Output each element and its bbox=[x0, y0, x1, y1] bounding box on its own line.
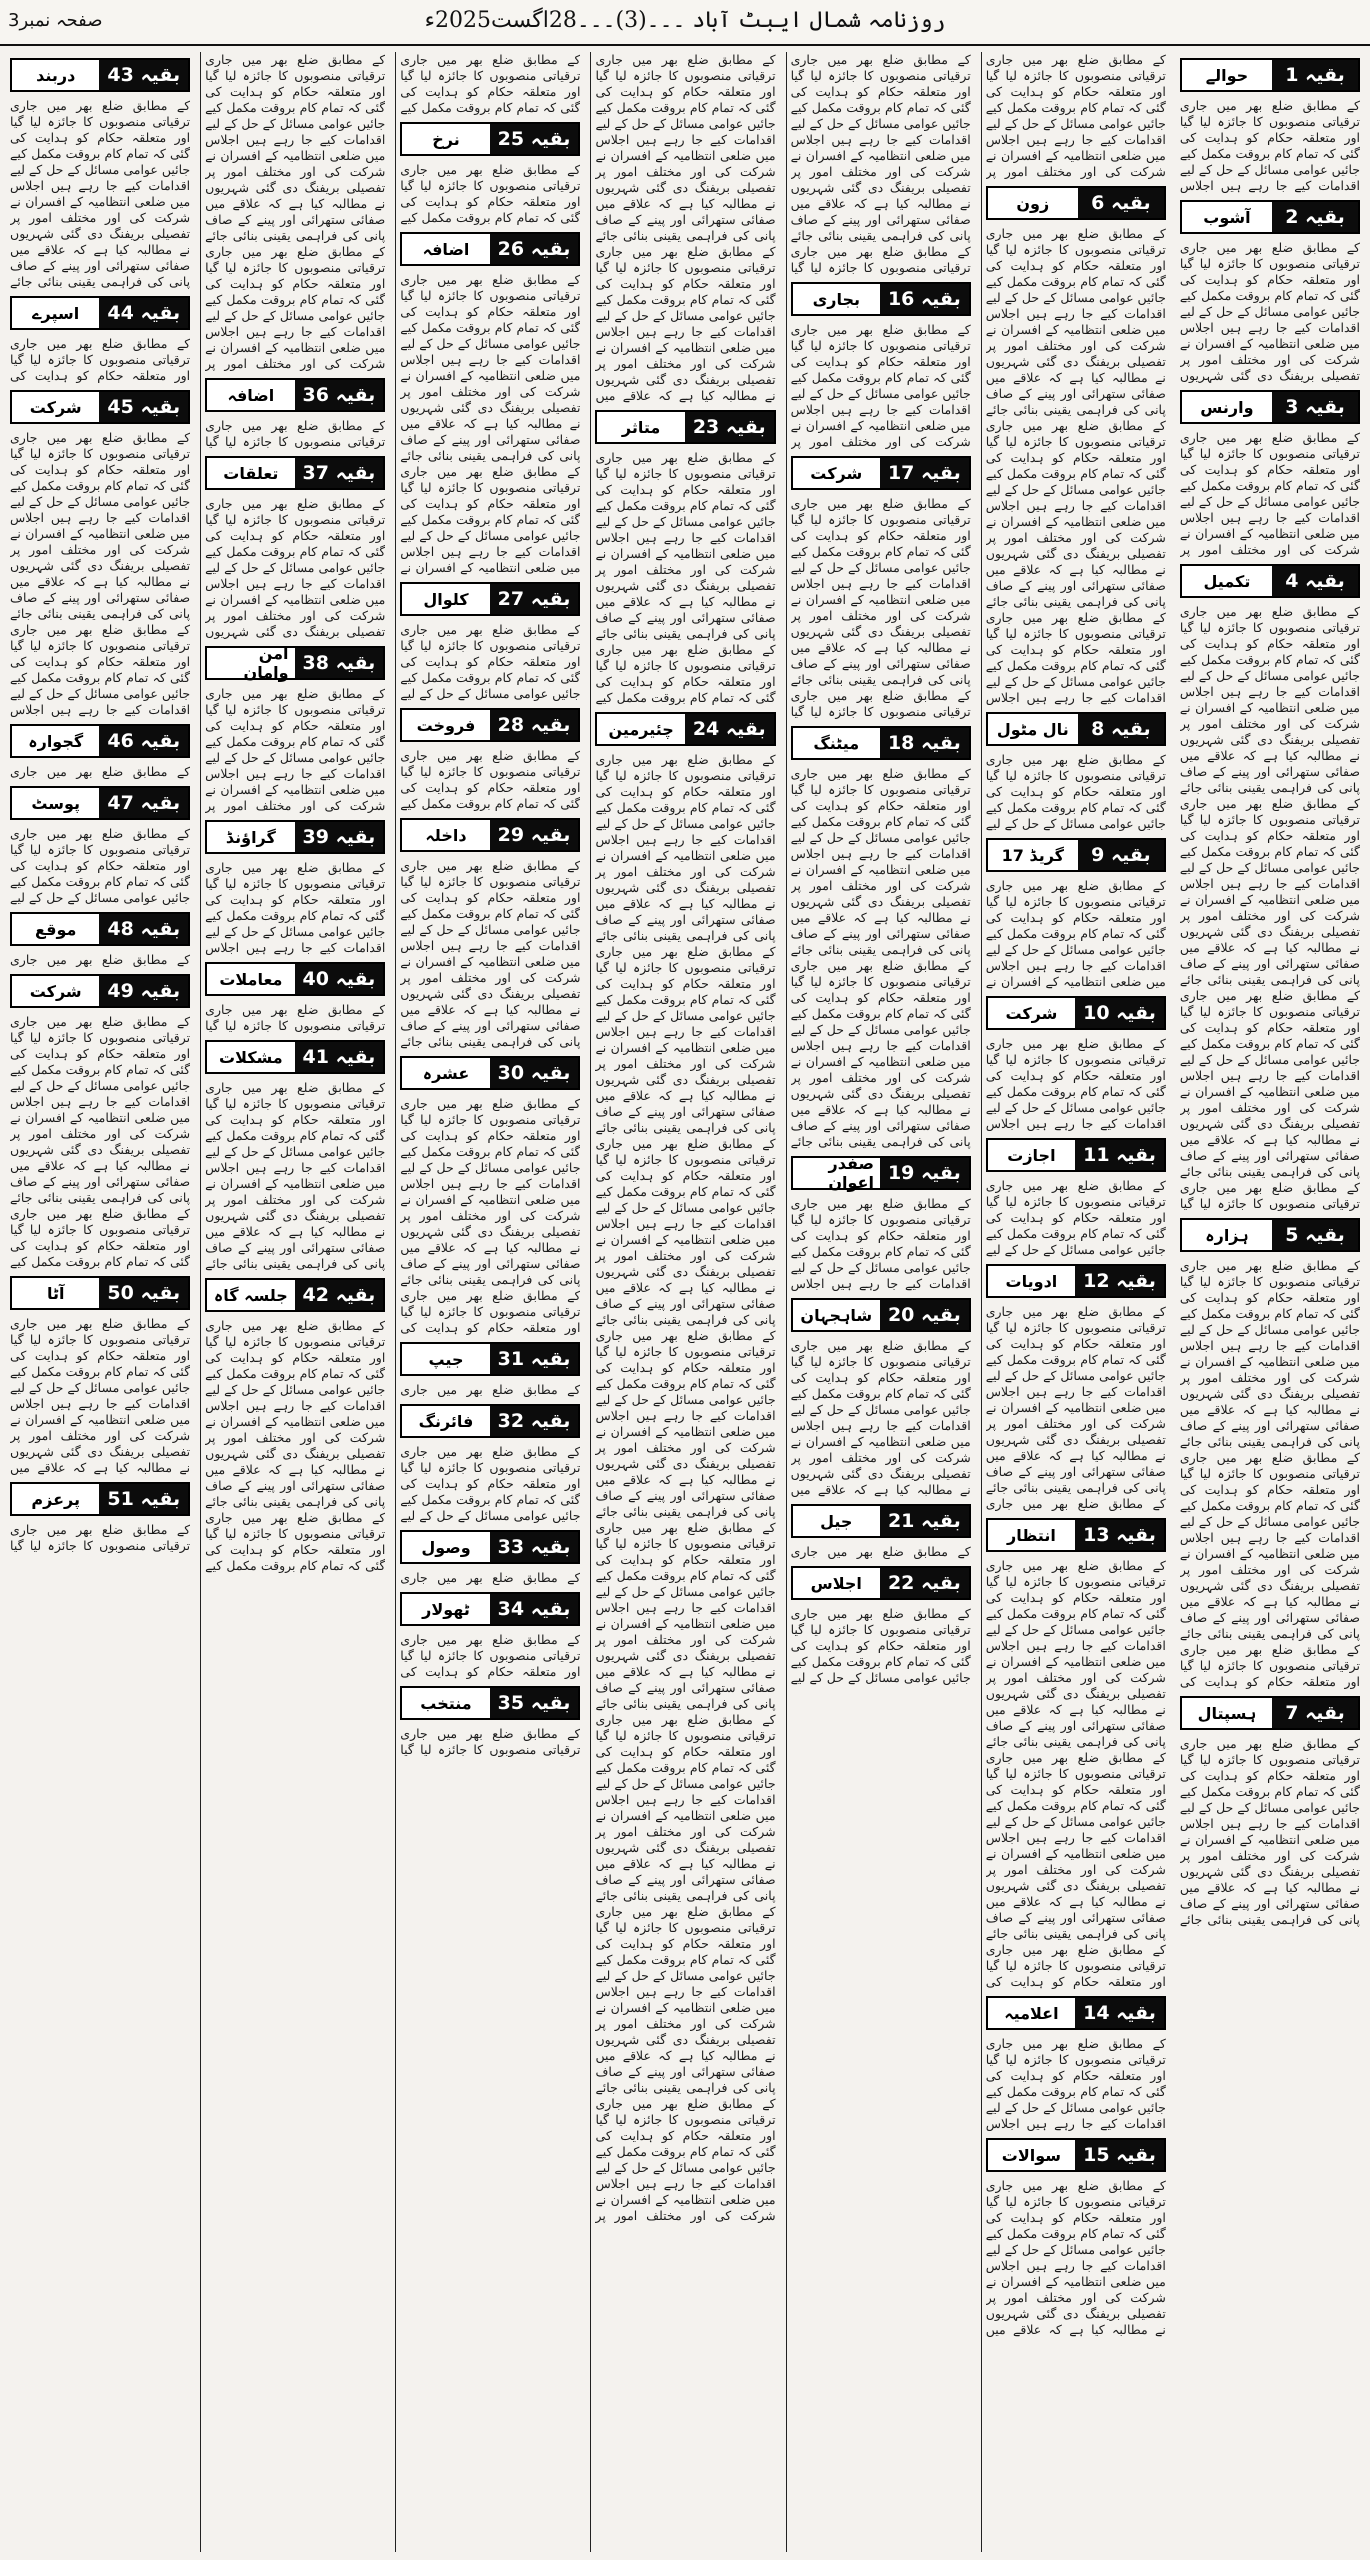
continuation-box bbox=[1180, 1696, 1360, 1730]
continuation-box bbox=[595, 712, 775, 746]
continuation-number: بقیہ 33 bbox=[490, 1532, 579, 1562]
article-text: کے مطابق ضلع بھر میں جاری ترقیاتی منصوبوں کا جائزہ لیا گیا اور متعلقہ حکام کو ہدایت کی گئی کہ تمام کام بروقت مکمل کیے جائیں عوامی مسائل کے حل کے لیے اقدامات کیے جا رہے ہیں اجلاس میں ضلعی انتظامیہ کے افسران نے شرکت کی اور مختلف امور پر تفصیلی بریفنگ دی گئی شہریوں نے مطالبہ کیا ہے کہ علاقے میں صفائی ستھرائی اور پینے کے صاف پانی کی فراہمی یقینی بنائی جائے کے مطابق ضلع بھر میں جاری ترقیاتی منصوبوں کا جائزہ لیا گیا اور متعلقہ حکام کو ہدایت کی bbox=[400, 1096, 581, 1335]
continuation-box bbox=[205, 378, 385, 412]
continuation-title: شرکت bbox=[12, 976, 99, 1006]
continuation-title: جیل bbox=[793, 1506, 880, 1536]
continuation-box bbox=[205, 1278, 385, 1312]
continuation-title: وارنس bbox=[1182, 392, 1272, 422]
continuation-number: بقیہ 26 bbox=[490, 234, 579, 264]
continuation-number: بقیہ 46 bbox=[99, 726, 188, 756]
continuation-title: نرخ bbox=[402, 124, 489, 154]
continuation-number: بقیہ 7 bbox=[1272, 1698, 1358, 1728]
article-text: کے مطابق ضلع بھر میں جاری ترقیاتی منصوبوں کا جائزہ لیا گیا اور متعلقہ حکام کو ہدایت کی گئی کہ تمام کام بروقت مکمل کیے جائیں عوامی مسائل کے حل کے لیے اقدامات کیے جا رہے ہیں اجلاس میں ضلعی انتظامیہ کے افسران نے شرکت کی اور مختلف امور پر تفصیلی بریفنگ دی گئی شہریوں نے مطالبہ کیا ہے کہ علاقے میں صفائی ستھرائی اور پینے کے صاف پانی کی فراہمی یقینی بنائی جائے bbox=[1179, 1736, 1360, 1927]
news-column bbox=[981, 52, 1170, 2552]
continuation-number: بقیہ 24 bbox=[685, 714, 774, 744]
continuation-number: بقیہ 8 bbox=[1078, 714, 1164, 744]
newspaper-columns bbox=[6, 52, 1364, 2552]
continuation-box bbox=[10, 1276, 190, 1310]
continuation-title: فروخت bbox=[402, 710, 489, 740]
continuation-title: مشکلات bbox=[207, 1042, 294, 1072]
article-text: کے مطابق ضلع بھر میں جاری ترقیاتی منصوبوں کا جائزہ لیا گیا اور متعلقہ حکام کو ہدایت کی گئی کہ تمام کام بروقت مکمل کیے جائیں عوامی مسائل کے حل کے لیے اقدامات کیے جا رہے ہیں اجلاس میں ضلعی انتظامیہ کے افسران نے شرکت کی اور مختلف امور پر تفصیلی بریفنگ دی گئی شہریوں نے مطالبہ کیا ہے کہ علاقے میں صفائی ستھرائی اور پینے کے صاف پانی کی فراہمی یقینی بنائی جائے bbox=[205, 1080, 386, 1271]
continuation-title: اسپرے bbox=[12, 298, 99, 328]
continuation-box bbox=[1180, 564, 1360, 598]
article-text: کے مطابق ضلع بھر میں جاری bbox=[400, 1570, 581, 1585]
continuation-number: بقیہ 21 bbox=[880, 1506, 969, 1536]
article-text: کے مطابق ضلع بھر میں جاری ترقیاتی منصوبوں کا جائزہ لیا گیا اور متعلقہ حکام کو ہدایت کی گئی کہ تمام کام بروقت مکمل کیے جائیں عوامی مسائل کے حل کے لیے اقدامات کیے جا رہے ہیں اجلاس bbox=[790, 1196, 971, 1291]
continuation-title: اضافہ bbox=[207, 380, 294, 410]
continuation-title: شرکت bbox=[793, 458, 880, 488]
continuation-number: بقیہ 14 bbox=[1075, 1998, 1164, 2028]
continuation-box bbox=[986, 1518, 1166, 1552]
page-number: صفحہ نمبر3 bbox=[8, 10, 103, 31]
continuation-number: بقیہ 31 bbox=[490, 1344, 579, 1374]
article-text: کے مطابق ضلع بھر میں جاری ترقیاتی منصوبوں کا جائزہ لیا گیا اور متعلقہ حکام کو ہدایت کی گئی کہ تمام کام بروقت مکمل کیے جائیں عوامی مسائل کے حل کے لیے اقدامات کیے جا رہے ہیں اجلاس میں ضلعی انتظامیہ کے افسران نے شرکت کی اور مختلف امور پر تفصیلی بریفنگ دی گئی شہریوں نے مطالبہ کیا ہے کہ علاقے میں صفائی ستھرائی اور پینے کے صاف پانی کی فراہمی یقینی بنائی جائے کے مطابق ضلع بھر میں جاری ترقیاتی منصوبوں کا جائزہ لیا گیا اور متعلقہ حکام کو ہدایت کی گئی کہ تمام کام بروقت مکمل کیے bbox=[205, 1318, 386, 1573]
article-text: کے مطابق ضلع بھر میں جاری ترقیاتی منصوبوں کا جائزہ لیا گیا اور متعلقہ حکام کو ہدایت کی گئی کہ تمام کام بروقت مکمل کیے جائیں عوامی مسائل کے حل کے لیے اقدامات کیے جا رہے ہیں اجلاس bbox=[985, 2036, 1166, 2131]
continuation-title: تکمیل bbox=[1182, 566, 1272, 596]
continuation-title: اضافہ bbox=[402, 234, 489, 264]
continuation-title: میٹنگ bbox=[793, 728, 880, 758]
continuation-title: ہزارہ bbox=[1182, 1220, 1272, 1250]
article-text: کے مطابق ضلع بھر میں جاری ترقیاتی منصوبوں کا جائزہ لیا گیا اور متعلقہ حکام کو ہدایت کی گئی کہ تمام کام بروقت مکمل کیے جائیں عوامی مسائل کے حل کے لیے اقدامات کیے جا رہے ہیں اجلاس میں ضلعی انتظامیہ کے افسران نے شرکت کی اور مختلف امور پر تفصیلی بریفنگ دی گئی شہریوں نے مطالبہ کیا ہے کہ علاقے میں صفائی ستھرائی اور پینے کے صاف پانی کی فراہمی یقینی بنائی جائے کے مطابق ضلع بھر میں جاری ترقیاتی منصوبوں کا جائزہ لیا گیا اور متعلقہ حکام کو ہدایت کی گئی کہ تمام کام بروقت مکمل کیے جائیں عوامی مسائل کے حل کے لیے اقدامات کیے جا رہے ہیں اجلاس میں ضلعی انتظامیہ کے افسران نے شرکت کی اور مختلف امور پر تفصیلی بریفنگ دی گئی شہریوں نے مطالبہ کیا ہے کہ علاقے میں صفائی ستھرائی اور پینے کے صاف پانی کی فراہمی یقینی بنائی جائے کے مطابق ضلع بھر میں جاری ترقیاتی منصوبوں کا جائزہ لیا گیا اور متعلقہ حکام کو ہدایت کی گئی کہ تمام کام بروقت مکمل کیے جائیں عوامی مسائل کے حل کے لیے اقدامات کیے جا رہے ہیں اجلاس میں ضلعی انتظامیہ کے افسران نے شرکت کی اور مختلف امور پر تفصیلی بریفنگ دی گئی شہریوں نے مطالبہ کیا ہے کہ علاقے میں صفائی ستھرائی اور پینے کے صاف پانی کی فراہمی یقینی بنائی جائے کے مطابق ضلع بھر میں جاری ترقیاتی منصوبوں کا جائزہ لیا گیا اور متعلقہ حکام کو ہدایت کی گئی کہ تمام کام بروقت مکمل کیے جائیں عوامی مسائل کے حل کے لیے اقدامات کیے جا رہے ہیں اجلاس میں ضلعی انتظامیہ کے افسران نے شرکت کی اور مختلف امور پر تفصیلی بریفنگ دی گئی شہریوں نے مطالبہ کیا ہے کہ علاقے میں صفائی ستھرائی اور پینے کے صاف پانی کی فراہمی یقینی بنائی جائے کے مطابق ضلع بھر میں جاری ترقیاتی منصوبوں کا جائزہ لیا گیا اور متعلقہ حکام کو ہدایت کی گئی کہ تمام کام بروقت مکمل کیے جائیں عوامی مسائل کے حل کے لیے اقدامات کیے جا رہے ہیں اجلاس میں ضلعی انتظامیہ کے افسران نے شرکت کی اور مختلف امور پر تفصیلی بریفنگ دی گئی شہریوں نے مطالبہ کیا ہے کہ علاقے میں صفائی ستھرائی اور پینے کے صاف پانی کی فراہمی یقینی بنائی جائے کے مطابق ضلع بھر میں جاری ترقیاتی منصوبوں کا جائزہ لیا گیا اور متعلقہ حکام کو ہدایت کی گئی کہ تمام کام بروقت مکمل کیے جائیں عوامی مسائل کے حل کے لیے اقدامات کیے جا رہے ہیں اجلاس میں ضلعی انتظامیہ کے افسران نے شرکت کی اور مختلف امور پر تفصیلی بریفنگ دی گئی شہریوں نے مطالبہ کیا ہے کہ علاقے میں صفائی ستھرائی اور پینے کے صاف پانی کی فراہمی یقینی بنائی جائے کے مطابق ضلع بھر میں جاری ترقیاتی منصوبوں کا جائزہ لیا گیا اور متعلقہ حکام کو ہدایت کی گئی کہ تمام کام بروقت مکمل کیے جائیں عوامی مسائل کے حل کے لیے اقدامات کیے جا رہے ہیں اجلاس میں ضلعی انتظامیہ کے افسران نے شرکت کی اور مختلف امور پر تفصیلی بریفنگ دی گئی شہریوں نے مطالبہ کیا ہے کہ علاقے میں صفائی ستھرائی اور پینے کے صاف پانی کی فراہمی یقینی بنائی جائے کے مطابق ضلع بھر میں جاری ترقیاتی منصوبوں کا جائزہ لیا گیا اور متعلقہ حکام کو ہدایت کی گئی کہ تمام کام بروقت مکمل کیے جائیں عوامی مسائل کے حل کے لیے اقدامات کیے جا رہے ہیں اجلاس میں ضلعی انتظامیہ کے افسران نے شرکت کی اور مختلف امور پر bbox=[595, 752, 776, 2223]
continuation-number: بقیہ 20 bbox=[880, 1300, 969, 1330]
continuation-box bbox=[986, 1138, 1166, 1172]
continuation-title: متاثر bbox=[597, 412, 684, 442]
news-column bbox=[6, 52, 194, 2552]
continuation-box bbox=[400, 1342, 580, 1376]
article-text: کے مطابق ضلع بھر میں جاری ترقیاتی منصوبوں کا جائزہ لیا گیا اور متعلقہ حکام کو ہدایت کی گئی کہ تمام کام بروقت مکمل کیے جائیں عوامی مسائل کے حل کے لیے اقدامات کیے جا رہے ہیں اجلاس میں ضلعی انتظامیہ کے افسران نے شرکت کی اور مختلف امور پر تفصیلی بریفنگ دی گئی شہریوں نے مطالبہ کیا ہے کہ علاقے میں صفائی ستھرائی اور پینے کے صاف پانی کی فراہمی یقینی بنائی جائے bbox=[400, 858, 581, 1049]
continuation-title: صفدر اعوان bbox=[793, 1158, 880, 1188]
continuation-number: بقیہ 22 bbox=[880, 1568, 969, 1598]
continuation-title: حوالے bbox=[1182, 60, 1272, 90]
continuation-number: بقیہ 44 bbox=[99, 298, 188, 328]
article-text: کے مطابق ضلع بھر میں جاری ترقیاتی منصوبوں کا جائزہ لیا گیا اور متعلقہ حکام کو ہدایت کی گئی کہ تمام کام بروقت مکمل کیے جائیں عوامی مسائل کے حل کے لیے bbox=[985, 1178, 1166, 1257]
continuation-box bbox=[791, 726, 971, 760]
continuation-title: جیپ bbox=[402, 1344, 489, 1374]
continuation-title: گریڈ 17 bbox=[988, 840, 1078, 870]
continuation-number: بقیہ 29 bbox=[490, 820, 579, 850]
continuation-number: بقیہ 3 bbox=[1272, 392, 1358, 422]
article-text: کے مطابق ضلع بھر میں جاری ترقیاتی منصوبوں کا جائزہ لیا گیا اور متعلقہ حکام کو ہدایت کی گئی کہ تمام کام بروقت مکمل کیے جائیں عوامی مسائل کے حل کے لیے bbox=[985, 752, 1166, 831]
continuation-title: گراؤنڈ bbox=[207, 822, 294, 852]
continuation-title: شاہجہان bbox=[793, 1300, 880, 1330]
article-text: کے مطابق ضلع بھر میں جاری ترقیاتی منصوبوں کا جائزہ لیا گیا اور متعلقہ حکام کو ہدایت کی گئی کہ تمام کام بروقت مکمل کیے جائیں عوامی مسائل کے حل کے لیے اقدامات کیے جا رہے ہیں اجلاس میں ضلعی انتظامیہ کے افسران نے شرکت کی اور مختلف امور پر تفصیلی بریفنگ دی گئی شہریوں نے مطالبہ کیا ہے کہ علاقے میں صفائی ستھرائی اور پینے کے صاف پانی کی فراہمی یقینی بنائی جائے کے مطابق ضلع بھر میں جاری ترقیاتی منصوبوں کا جائزہ لیا گیا اور متعلقہ حکام کو ہدایت کی گئی کہ تمام کام بروقت مکمل کیے جائیں عوامی مسائل کے حل کے لیے اقدامات کیے جا رہے ہیں اجلاس میں ضلعی انتظامیہ کے افسران نے شرکت کی اور مختلف امور پر bbox=[205, 52, 386, 371]
continuation-number: بقیہ 16 bbox=[880, 284, 969, 314]
continuation-box bbox=[205, 1040, 385, 1074]
article-text: کے مطابق ضلع بھر میں جاری ترقیاتی منصوبوں کا جائزہ لیا گیا اور متعلقہ حکام کو ہدایت کی گئی کہ تمام کام بروقت مکمل کیے جائیں عوامی مسائل کے حل کے لیے اقدامات کیے جا رہے ہیں اجلاس میں ضلعی انتظامیہ کے افسران نے شرکت کی اور مختلف امور پر bbox=[790, 322, 971, 449]
continuation-title: گجوارہ bbox=[12, 726, 99, 756]
continuation-box bbox=[205, 962, 385, 996]
continuation-box bbox=[791, 282, 971, 316]
continuation-title: نال مٹول bbox=[988, 714, 1078, 744]
article-text: کے مطابق ضلع بھر میں جاری ترقیاتی منصوبوں کا جائزہ لیا گیا اور متعلقہ حکام کو ہدایت کی گئی کہ تمام کام بروقت مکمل کیے جائیں عوامی مسائل کے حل کے لیے اقدامات کیے جا رہے ہیں اجلاس میں ضلعی انتظامیہ کے افسران نے شرکت کی اور مختلف امور پر bbox=[1179, 430, 1360, 557]
article-text: کے مطابق ضلع بھر میں جاری ترقیاتی منصوبوں کا جائزہ لیا گیا اور متعلقہ حکام کو ہدایت کی گئی کہ تمام کام بروقت مکمل کیے bbox=[400, 162, 581, 225]
continuation-title: امن وامان bbox=[207, 648, 294, 678]
continuation-number: بقیہ 37 bbox=[295, 458, 384, 488]
article-text: کے مطابق ضلع بھر میں جاری bbox=[10, 952, 191, 967]
article-text: کے مطابق ضلع بھر میں جاری ترقیاتی منصوبوں کا جائزہ لیا گیا اور متعلقہ حکام کو ہدایت کی گئی کہ تمام کام بروقت مکمل کیے جائیں عوامی مسائل کے حل کے لیے اقدامات کیے جا رہے ہیں اجلاس میں ضلعی انتظامیہ کے افسران نے شرکت کی اور مختلف امور پر تفصیلی بریفنگ دی گئی شہریوں نے مطالبہ کیا ہے کہ علاقے میں صفائی ستھرائی اور پینے کے صاف پانی کی فراہمی یقینی بنائی جائے کے مطابق ضلع بھر میں جاری ترقیاتی منصوبوں کا جائزہ لیا گیا اور متعلقہ حکام کو ہدایت کی گئی کہ تمام کام بروقت مکمل کیے جائیں عوامی مسائل کے حل کے لیے اقدامات کیے جا رہے ہیں اجلاس bbox=[10, 430, 191, 717]
continuation-box bbox=[1180, 200, 1360, 234]
continuation-box bbox=[986, 2138, 1166, 2172]
continuation-number: بقیہ 36 bbox=[295, 380, 384, 410]
continuation-title: منتخب bbox=[402, 1688, 489, 1718]
continuation-box bbox=[10, 390, 190, 424]
continuation-number: بقیہ 38 bbox=[295, 648, 384, 678]
continuation-number: بقیہ 39 bbox=[295, 822, 384, 852]
article-text: کے مطابق ضلع بھر میں جاری ترقیاتی منصوبوں کا جائزہ لیا گیا اور متعلقہ حکام کو ہدایت کی گئی کہ تمام کام بروقت مکمل کیے جائیں عوامی مسائل کے حل کے لیے اقدامات کیے جا رہے ہیں اجلاس میں ضلعی انتظامیہ کے افسران نے شرکت کی اور مختلف امور پر تفصیلی بریفنگ دی گئی شہریوں نے مطالبہ کیا ہے کہ علاقے میں صفائی ستھرائی اور پینے کے صاف پانی کی فراہمی یقینی بنائی جائے کے مطابق ضلع بھر میں جاری ترقیاتی منصوبوں کا جائزہ لیا گیا اور متعلقہ حکام کو ہدایت کی گئی کہ تمام کام بروقت مکمل کیے bbox=[10, 1014, 191, 1269]
continuation-box bbox=[400, 582, 580, 616]
continuation-title: اعلامیہ bbox=[988, 1998, 1075, 2028]
continuation-box bbox=[10, 974, 190, 1008]
continuation-number: بقیہ 12 bbox=[1075, 1266, 1164, 1296]
continuation-title: دربند bbox=[12, 60, 99, 90]
article-text: کے مطابق ضلع بھر میں جاری ترقیاتی منصوبوں کا جائزہ لیا گیا اور متعلقہ حکام کو ہدایت کی گئی کہ تمام کام بروقت مکمل کیے جائیں عوامی مسائل کے حل کے لیے اقدامات کیے جا رہے ہیں اجلاس میں ضلعی انتظامیہ کے افسران نے شرکت کی اور مختلف امور پر تفصیلی بریفنگ دی گئی شہریوں نے مطالبہ کیا ہے کہ علاقے میں صفائی ستھرائی اور پینے کے صاف پانی کی فراہمی یقینی بنائی جائے کے مطابق ضلع بھر میں جاری ترقیاتی منصوبوں کا جائزہ لیا گیا اور متعلقہ حکام کو ہدایت کی گئی کہ تمام کام بروقت مکمل کیے جائیں عوامی مسائل کے حل کے لیے اقدامات کیے جا رہے ہیں اجلاس میں ضلعی انتظامیہ کے افسران نے شرکت کی اور مختلف امور پر تفصیلی بریفنگ دی گئی شہریوں نے مطالبہ کیا ہے کہ علاقے میں bbox=[595, 52, 776, 403]
continuation-title: پوسٹ bbox=[12, 788, 99, 818]
continuation-title: موقع bbox=[12, 914, 99, 944]
continuation-number: بقیہ 40 bbox=[295, 964, 384, 994]
article-text: کے مطابق ضلع بھر میں جاری ترقیاتی منصوبوں کا جائزہ لیا گیا اور متعلقہ حکام کو ہدایت کی گئی کہ تمام کام بروقت مکمل کیے جائیں عوامی مسائل کے حل کے لیے اقدامات کیے جا رہے ہیں اجلاس میں ضلعی انتظامیہ کے افسران نے شرکت کی اور مختلف امور پر تفصیلی بریفنگ دی گئی شہریوں نے مطالبہ کیا ہے کہ علاقے میں صفائی ستھرائی اور پینے کے صاف پانی کی فراہمی یقینی بنائی جائے کے مطابق ضلع بھر میں جاری ترقیاتی منصوبوں کا جائزہ لیا گیا bbox=[790, 52, 971, 275]
continuation-title: ٹھولار bbox=[402, 1594, 489, 1624]
news-column bbox=[590, 52, 779, 2552]
continuation-box bbox=[986, 712, 1166, 746]
continuation-box bbox=[205, 646, 385, 680]
continuation-title: معاملات bbox=[207, 964, 294, 994]
continuation-number: بقیہ 11 bbox=[1075, 1140, 1164, 1170]
continuation-title: کلوال bbox=[402, 584, 489, 614]
continuation-title: سوالات bbox=[988, 2140, 1075, 2170]
continuation-title: شرکت bbox=[988, 998, 1075, 1028]
continuation-number: بقیہ 51 bbox=[99, 1484, 188, 1514]
article-text: کے مطابق ضلع بھر میں جاری ترقیاتی منصوبوں کا جائزہ لیا گیا اور متعلقہ حکام کو ہدایت کی گئی کہ تمام کام بروقت مکمل کیے جائیں عوامی مسائل کے حل کے لیے اقدامات کیے جا رہے ہیں اجلاس میں ضلعی انتظامیہ کے افسران نے شرکت کی اور مختلف امور پر تفصیلی بریفنگ دی گئی شہریوں نے مطالبہ کیا ہے کہ علاقے میں صفائی ستھرائی اور پینے کے صاف پانی کی فراہمی یقینی بنائی جائے bbox=[10, 98, 191, 289]
continuation-box bbox=[10, 912, 190, 946]
continuation-box bbox=[791, 1298, 971, 1332]
continuation-box bbox=[791, 1566, 971, 1600]
continuation-number: بقیہ 25 bbox=[490, 124, 579, 154]
article-text: کے مطابق ضلع بھر میں جاری ترقیاتی منصوبوں کا جائزہ لیا گیا اور متعلقہ حکام کو ہدایت کی گئی کہ تمام کام بروقت مکمل کیے جائیں عوامی مسائل کے حل کے لیے اقدامات کیے جا رہے ہیں اجلاس میں ضلعی انتظامیہ کے افسران نے شرکت کی اور مختلف امور پر تفصیلی بریفنگ دی گئی شہریوں نے مطالبہ کیا ہے کہ علاقے میں bbox=[985, 2178, 1166, 2337]
continuation-number: بقیہ 19 bbox=[880, 1158, 969, 1188]
continuation-number: بقیہ 6 bbox=[1078, 188, 1164, 218]
continuation-box bbox=[10, 58, 190, 92]
continuation-number: بقیہ 34 bbox=[490, 1594, 579, 1624]
continuation-title: پرعزم bbox=[12, 1484, 99, 1514]
article-text: کے مطابق ضلع بھر میں جاری ترقیاتی منصوبوں کا جائزہ لیا گیا اور متعلقہ حکام کو ہدایت کی گئی کہ تمام کام بروقت مکمل کیے جائیں عوامی مسائل کے حل کے لیے اقدامات کیے جا رہے ہیں اجلاس میں ضلعی انتظامیہ کے افسران نے شرکت کی اور مختلف امور پر تفصیلی بریفنگ دی گئی شہریوں نے مطالبہ کیا ہے کہ علاقے میں صفائی ستھرائی اور پینے کے صاف پانی کی فراہمی یقینی بنائی جائے کے مطابق ضلع بھر میں جاری ترقیاتی منصوبوں کا جائزہ لیا گیا اور متعلقہ حکام کو ہدایت کی گئی کہ تمام کام بروقت مکمل کیے جائیں عوامی مسائل کے حل کے لیے اقدامات کیے جا رہے ہیں اجلاس میں ضلعی انتظامیہ کے افسران نے شرکت کی اور مختلف امور پر تفصیلی بریفنگ دی گئی شہریوں نے مطالبہ کیا ہے کہ علاقے میں صفائی ستھرائی اور پینے کے صاف پانی کی فراہمی یقینی بنائی جائے کے مطابق ضلع بھر میں جاری ترقیاتی منصوبوں کا جائزہ لیا گیا اور متعلقہ حکام کو ہدایت کی bbox=[1179, 1258, 1360, 1689]
continuation-box bbox=[791, 1156, 971, 1190]
article-text: کے مطابق ضلع بھر میں جاری bbox=[400, 1382, 581, 1397]
continuation-title: داخلہ bbox=[402, 820, 489, 850]
continuation-number: بقیہ 35 bbox=[490, 1688, 579, 1718]
continuation-title: جلسہ گاہ bbox=[207, 1280, 294, 1310]
continuation-box bbox=[400, 1592, 580, 1626]
news-column bbox=[395, 52, 584, 2552]
continuation-number: بقیہ 30 bbox=[490, 1058, 579, 1088]
continuation-number: بقیہ 49 bbox=[99, 976, 188, 1006]
continuation-title: بجاری bbox=[793, 284, 880, 314]
article-text: کے مطابق ضلع بھر میں جاری ترقیاتی منصوبوں کا جائزہ لیا گیا bbox=[205, 1002, 386, 1033]
continuation-number: بقیہ 50 bbox=[99, 1278, 188, 1308]
page-header bbox=[0, 0, 1370, 46]
article-text: کے مطابق ضلع بھر میں جاری ترقیاتی منصوبوں کا جائزہ لیا گیا اور متعلقہ حکام کو ہدایت کی گئی کہ تمام کام بروقت مکمل کیے جائیں عوامی مسائل کے حل کے لیے اقدامات کیے جا رہے ہیں اجلاس bbox=[205, 860, 386, 955]
continuation-box bbox=[10, 786, 190, 820]
article-text: کے مطابق ضلع بھر میں جاری ترقیاتی منصوبوں کا جائزہ لیا گیا اور متعلقہ حکام کو ہدایت کی گئی کہ تمام کام بروقت مکمل کیے جائیں عوامی مسائل کے حل کے لیے اقدامات کیے جا رہے ہیں اجلاس میں ضلعی انتظامیہ کے افسران نے شرکت کی اور مختلف امور پر تفصیلی بریفنگ دی گئی شہریوں نے مطالبہ کیا ہے کہ علاقے میں صفائی ستھرائی اور پینے کے صاف پانی کی فراہمی یقینی بنائی جائے کے مطابق ضلع بھر میں جاری ترقیاتی منصوبوں کا جائزہ لیا گیا اور متعلقہ حکام کو ہدایت کی گئی کہ تمام کام بروقت مکمل کیے جائیں عوامی مسائل کے حل کے لیے اقدامات کیے جا رہے ہیں اجلاس میں ضلعی انتظامیہ کے افسران نے شرکت کی اور مختلف امور پر تفصیلی بریفنگ دی گئی شہریوں نے مطالبہ کیا ہے کہ علاقے میں صفائی ستھرائی اور پینے کے صاف پانی کی فراہمی یقینی بنائی جائے کے مطابق ضلع بھر میں جاری ترقیاتی منصوبوں کا جائزہ لیا گیا اور متعلقہ حکام کو ہدایت کی گئی کہ تمام کام بروقت مکمل کیے جائیں عوامی مسائل کے حل کے لیے اقدامات کیے جا رہے ہیں اجلاس میں ضلعی انتظامیہ کے افسران نے شرکت کی اور مختلف امور پر تفصیلی بریفنگ دی گئی شہریوں نے مطالبہ کیا ہے کہ علاقے میں صفائی ستھرائی اور پینے کے صاف پانی کی فراہمی یقینی بنائی جائے کے مطابق ضلع بھر میں جاری ترقیاتی منصوبوں کا جائزہ لیا گیا bbox=[1179, 604, 1360, 1211]
article-text: کے مطابق ضلع بھر میں جاری ترقیاتی منصوبوں کا جائزہ لیا گیا اور متعلقہ حکام کو ہدایت کی گئی کہ تمام کام بروقت مکمل کیے جائیں عوامی مسائل کے حل کے لیے اقدامات کیے جا رہے ہیں اجلاس میں ضلعی انتظامیہ کے افسران نے شرکت کی اور مختلف امور پر تفصیلی بریفنگ دی گئی شہریوں نے مطالبہ کیا ہے کہ علاقے میں صفائی ستھرائی اور پینے کے صاف پانی کی فراہمی یقینی بنائی جائے کے مطابق ضلع بھر میں جاری ترقیاتی منصوبوں کا جائزہ لیا گیا اور متعلقہ حکام کو ہدایت کی گئی کہ تمام کام بروقت مکمل کیے جائیں عوامی مسائل کے حل کے لیے اقدامات کیے جا رہے ہیں اجلاس میں ضلعی انتظامیہ کے افسران نے شرکت کی اور مختلف امور پر تفصیلی بریفنگ دی گئی شہریوں نے مطالبہ کیا ہے کہ علاقے میں صفائی ستھرائی اور پینے کے صاف پانی کی فراہمی یقینی بنائی جائے کے مطابق ضلع بھر میں جاری ترقیاتی منصوبوں کا جائزہ لیا گیا اور متعلقہ حکام کو ہدایت کی گئی کہ تمام کام بروقت مکمل کیے جائیں عوامی مسائل کے حل کے لیے اقدامات کیے جا رہے ہیں اجلاس bbox=[985, 226, 1166, 705]
continuation-number: بقیہ 13 bbox=[1075, 1520, 1164, 1550]
article-text: کے مطابق ضلع بھر میں جاری ترقیاتی منصوبوں کا جائزہ لیا گیا اور متعلقہ حکام کو ہدایت کی گئی کہ تمام کام بروقت مکمل کیے جائیں عوامی مسائل کے حل کے لیے اقدامات کیے جا رہے ہیں اجلاس میں ضلعی انتظامیہ کے افسران نے شرکت کی اور مختلف امور پر تفصیلی بریفنگ دی گئی شہریوں نے مطالبہ کیا ہے کہ علاقے میں صفائی ستھرائی اور پینے کے صاف پانی کی فراہمی یقینی بنائی جائے کے مطابق ضلع بھر میں جاری ترقیاتی منصوبوں کا جائزہ لیا گیا اور متعلقہ حکام کو ہدایت کی گئی کہ تمام کام بروقت مکمل کیے جائیں عوامی مسائل کے حل کے لیے اقدامات کیے جا رہے ہیں اجلاس میں ضلعی انتظامیہ کے افسران نے bbox=[400, 272, 581, 575]
continuation-number: بقیہ 43 bbox=[99, 60, 188, 90]
continuation-number: بقیہ 5 bbox=[1272, 1220, 1358, 1250]
continuation-box bbox=[986, 1264, 1166, 1298]
continuation-title: اجلاس bbox=[793, 1568, 880, 1598]
continuation-title: وصول bbox=[402, 1532, 489, 1562]
continuation-number: بقیہ 41 bbox=[295, 1042, 384, 1072]
continuation-box bbox=[400, 122, 580, 156]
article-text: کے مطابق ضلع بھر میں جاری ترقیاتی منصوبوں کا جائزہ لیا گیا اور متعلقہ حکام کو ہدایت کی گئی کہ تمام کام بروقت مکمل کیے جائیں عوامی مسائل کے حل کے لیے اقدامات کیے جا رہے ہیں اجلاس bbox=[1179, 98, 1360, 193]
continuation-box bbox=[595, 410, 775, 444]
article-text: کے مطابق ضلع بھر میں جاری ترقیاتی منصوبوں کا جائزہ لیا گیا اور متعلقہ حکام کو ہدایت کی گئی کہ تمام کام بروقت مکمل کیے جائیں عوامی مسائل کے حل کے لیے bbox=[400, 622, 581, 701]
article-text: کے مطابق ضلع بھر میں جاری ترقیاتی منصوبوں کا جائزہ لیا گیا bbox=[10, 1522, 191, 1553]
article-text: کے مطابق ضلع بھر میں جاری bbox=[10, 764, 191, 779]
continuation-box bbox=[986, 996, 1166, 1030]
article-text: کے مطابق ضلع بھر میں جاری bbox=[790, 1544, 971, 1559]
article-text: کے مطابق ضلع بھر میں جاری ترقیاتی منصوبوں کا جائزہ لیا گیا اور متعلقہ حکام کو ہدایت کی گئی کہ تمام کام بروقت مکمل کیے جائیں عوامی مسائل کے حل کے لیے bbox=[10, 826, 191, 905]
news-column bbox=[1176, 52, 1364, 2552]
article-text: کے مطابق ضلع بھر میں جاری ترقیاتی منصوبوں کا جائزہ لیا گیا bbox=[205, 418, 386, 449]
continuation-number: بقیہ 47 bbox=[99, 788, 188, 818]
continuation-box bbox=[986, 1996, 1166, 2030]
continuation-number: بقیہ 17 bbox=[880, 458, 969, 488]
continuation-box bbox=[10, 724, 190, 758]
continuation-title: عشرہ bbox=[402, 1058, 489, 1088]
article-text: کے مطابق ضلع بھر میں جاری ترقیاتی منصوبوں کا جائزہ لیا گیا اور متعلقہ حکام کو ہدایت کی گئی کہ تمام کام بروقت مکمل کیے جائیں عوامی مسائل کے حل کے لیے اقدامات کیے جا رہے ہیں اجلاس میں ضلعی انتظامیہ کے افسران نے شرکت کی اور مختلف امور پر تفصیلی بریفنگ دی گئی شہریوں نے مطالبہ کیا ہے کہ علاقے میں صفائی ستھرائی اور پینے کے صاف پانی کی فراہمی یقینی بنائی جائے کے مطابق ضلع بھر میں جاری bbox=[985, 1304, 1166, 1511]
continuation-title: آٹا bbox=[12, 1278, 99, 1308]
continuation-title: ادویات bbox=[988, 1266, 1075, 1296]
article-text: کے مطابق ضلع بھر میں جاری ترقیاتی منصوبوں کا جائزہ لیا گیا اور متعلقہ حکام کو ہدایت کی گئی کہ تمام کام بروقت مکمل کیے جائیں عوامی مسائل کے حل کے لیے اقدامات کیے جا رہے ہیں اجلاس میں ضلعی انتظامیہ کے افسران نے شرکت کی اور مختلف امور پر تفصیلی بریفنگ دی گئی شہریوں نے مطالبہ کیا ہے کہ علاقے میں صفائی ستھرائی اور پینے کے صاف پانی کی فراہمی یقینی بنائی جائے کے مطابق ضلع بھر میں جاری ترقیاتی منصوبوں کا جائزہ لیا گیا اور متعلقہ حکام کو ہدایت کی گئی کہ تمام کام بروقت مکمل کیے bbox=[595, 450, 776, 705]
continuation-box bbox=[400, 1686, 580, 1720]
continuation-box bbox=[791, 1504, 971, 1538]
continuation-number: بقیہ 45 bbox=[99, 392, 188, 422]
continuation-box bbox=[1180, 1218, 1360, 1252]
continuation-number: بقیہ 23 bbox=[685, 412, 774, 442]
continuation-number: بقیہ 27 bbox=[490, 584, 579, 614]
article-text: کے مطابق ضلع بھر میں جاری ترقیاتی منصوبوں کا جائزہ لیا گیا اور متعلقہ حکام کو ہدایت کی گئی کہ تمام کام بروقت مکمل کیے bbox=[400, 748, 581, 811]
article-text: کے مطابق ضلع بھر میں جاری ترقیاتی منصوبوں کا جائزہ لیا گیا اور متعلقہ حکام کو ہدایت کی گئی کہ تمام کام بروقت مکمل کیے جائیں عوامی مسائل کے حل کے لیے اقدامات کیے جا رہے ہیں اجلاس میں ضلعی انتظامیہ کے افسران نے شرکت کی اور مختلف امور پر تفصیلی بریفنگ دی گئی شہریوں نے مطالبہ کیا ہے کہ علاقے میں bbox=[790, 1338, 971, 1497]
continuation-box bbox=[400, 1404, 580, 1438]
news-column bbox=[786, 52, 975, 2552]
article-text: کے مطابق ضلع بھر میں جاری ترقیاتی منصوبوں کا جائزہ لیا گیا اور متعلقہ حکام کو ہدایت کی گئی کہ تمام کام بروقت مکمل کیے جائیں عوامی مسائل کے حل کے لیے bbox=[400, 1444, 581, 1523]
article-text: کے مطابق ضلع بھر میں جاری ترقیاتی منصوبوں کا جائزہ لیا گیا اور متعلقہ حکام کو ہدایت کی گئی کہ تمام کام بروقت مکمل کیے جائیں عوامی مسائل کے حل کے لیے اقدامات کیے جا رہے ہیں اجلاس میں ضلعی انتظامیہ کے افسران نے شرکت کی اور مختلف امور پر تفصیلی بریفنگ دی گئی شہریوں bbox=[205, 496, 386, 639]
article-text: کے مطابق ضلع بھر میں جاری ترقیاتی منصوبوں کا جائزہ لیا گیا اور متعلقہ حکام کو ہدایت کی گئی کہ تمام کام بروقت مکمل کیے bbox=[400, 52, 581, 115]
article-text: کے مطابق ضلع بھر میں جاری ترقیاتی منصوبوں کا جائزہ لیا گیا اور متعلقہ حکام کو ہدایت کی گئی کہ تمام کام بروقت مکمل کیے جائیں عوامی مسائل کے حل کے لیے اقدامات کیے جا رہے ہیں اجلاس میں ضلعی انتظامیہ کے افسران نے شرکت کی اور مختلف امور پر تفصیلی بریفنگ دی گئی شہریوں نے مطالبہ کیا ہے کہ علاقے میں صفائی ستھرائی اور پینے کے صاف پانی کی فراہمی یقینی بنائی جائے کے مطابق ضلع بھر میں جاری ترقیاتی منصوبوں کا جائزہ لیا گیا اور متعلقہ حکام کو ہدایت کی گئی کہ تمام کام بروقت مکمل کیے جائیں عوامی مسائل کے حل کے لیے اقدامات کیے جا رہے ہیں اجلاس میں ضلعی انتظامیہ کے افسران نے شرکت کی اور مختلف امور پر تفصیلی بریفنگ دی گئی شہریوں نے مطالبہ کیا ہے کہ علاقے میں صفائی ستھرائی اور پینے کے صاف پانی کی فراہمی یقینی بنائی جائے bbox=[790, 766, 971, 1149]
continuation-title: انتظار bbox=[988, 1520, 1075, 1550]
continuation-box bbox=[400, 818, 580, 852]
continuation-title: اجازت bbox=[988, 1140, 1075, 1170]
continuation-title: شرکت bbox=[12, 392, 99, 422]
continuation-box bbox=[400, 1056, 580, 1090]
continuation-box bbox=[10, 1482, 190, 1516]
continuation-title: تعلقات bbox=[207, 458, 294, 488]
article-text: کے مطابق ضلع بھر میں جاری ترقیاتی منصوبوں کا جائزہ لیا گیا اور متعلقہ حکام کو ہدایت کی گئی کہ تمام کام بروقت مکمل کیے جائیں عوامی مسائل کے حل کے لیے اقدامات کیے جا رہے ہیں اجلاس میں ضلعی انتظامیہ کے افسران نے شرکت کی اور مختلف امور پر تفصیلی بریفنگ دی گئی شہریوں نے مطالبہ کیا ہے کہ علاقے میں صفائی ستھرائی اور پینے کے صاف پانی کی فراہمی یقینی بنائی جائے کے مطابق ضلع بھر میں جاری ترقیاتی منصوبوں کا جائزہ لیا گیا اور متعلقہ حکام کو ہدایت کی گئی کہ تمام کام بروقت مکمل کیے جائیں عوامی مسائل کے حل کے لیے اقدامات کیے جا رہے ہیں اجلاس میں ضلعی انتظامیہ کے افسران نے شرکت کی اور مختلف امور پر تفصیلی بریفنگ دی گئی شہریوں نے مطالبہ کیا ہے کہ علاقے میں صفائی ستھرائی اور پینے کے صاف پانی کی فراہمی یقینی بنائی جائے کے مطابق ضلع بھر میں جاری ترقیاتی منصوبوں کا جائزہ لیا گیا اور متعلقہ حکام کو ہدایت کی bbox=[985, 1558, 1166, 1989]
continuation-box bbox=[400, 232, 580, 266]
continuation-box bbox=[400, 1530, 580, 1564]
article-text: کے مطابق ضلع بھر میں جاری ترقیاتی منصوبوں کا جائزہ لیا گیا اور متعلقہ حکام کو ہدایت کی گئی کہ تمام کام بروقت مکمل کیے جائیں عوامی مسائل کے حل کے لیے اقدامات کیے جا رہے ہیں اجلاس میں ضلعی انتظامیہ کے افسران نے شرکت کی اور مختلف امور پر تفصیلی بریفنگ دی گئی شہریوں نے مطالبہ کیا ہے کہ علاقے میں صفائی ستھرائی اور پینے کے صاف پانی کی فراہمی یقینی بنائی جائے کے مطابق ضلع بھر میں جاری ترقیاتی منصوبوں کا جائزہ لیا گیا bbox=[790, 496, 971, 719]
continuation-number: بقیہ 32 bbox=[490, 1406, 579, 1436]
continuation-title: فائرنگ bbox=[402, 1406, 489, 1436]
continuation-box bbox=[986, 838, 1166, 872]
continuation-number: بقیہ 48 bbox=[99, 914, 188, 944]
article-text: کے مطابق ضلع بھر میں جاری ترقیاتی منصوبوں کا جائزہ لیا گیا اور متعلقہ حکام کو ہدایت کی گئی کہ تمام کام بروقت مکمل کیے جائیں عوامی مسائل کے حل کے لیے اقدامات کیے جا رہے ہیں اجلاس میں ضلعی انتظامیہ کے افسران نے شرکت کی اور مختلف امور پر تفصیلی بریفنگ دی گئی شہریوں نے مطالبہ کیا ہے کہ علاقے میں bbox=[10, 1316, 191, 1475]
continuation-box bbox=[400, 708, 580, 742]
continuation-number: بقیہ 15 bbox=[1075, 2140, 1164, 2170]
article-text: کے مطابق ضلع بھر میں جاری ترقیاتی منصوبوں کا جائزہ لیا گیا اور متعلقہ حکام کو ہدایت کی bbox=[400, 1632, 581, 1679]
continuation-box bbox=[791, 456, 971, 490]
article-text: کے مطابق ضلع بھر میں جاری ترقیاتی منصوبوں کا جائزہ لیا گیا اور متعلقہ حکام کو ہدایت کی گئی کہ تمام کام بروقت مکمل کیے جائیں عوامی مسائل کے حل کے لیے اقدامات کیے جا رہے ہیں اجلاس میں ضلعی انتظامیہ کے افسران نے شرکت کی اور مختلف امور پر bbox=[205, 686, 386, 813]
continuation-box bbox=[205, 820, 385, 854]
news-column bbox=[200, 52, 389, 2552]
continuation-box bbox=[1180, 58, 1360, 92]
continuation-number: بقیہ 2 bbox=[1272, 202, 1358, 232]
article-text: کے مطابق ضلع بھر میں جاری ترقیاتی منصوبوں کا جائزہ لیا گیا اور متعلقہ حکام کو ہدایت کی گئی کہ تمام کام بروقت مکمل کیے جائیں عوامی مسائل کے حل کے لیے اقدامات کیے جا رہے ہیں اجلاس میں ضلعی انتظامیہ کے افسران نے شرکت کی اور مختلف امور پر bbox=[985, 52, 1166, 179]
article-text: کے مطابق ضلع بھر میں جاری ترقیاتی منصوبوں کا جائزہ لیا گیا اور متعلقہ حکام کو ہدایت کی bbox=[10, 336, 191, 383]
masthead-dateline: روزنامہ شمال ایبٹ آباد ۔۔۔(3)۔۔۔28اگست2025ء bbox=[424, 8, 946, 33]
continuation-box bbox=[10, 296, 190, 330]
continuation-title: چئیرمین bbox=[597, 714, 684, 744]
continuation-number: بقیہ 28 bbox=[490, 710, 579, 740]
article-text: کے مطابق ضلع بھر میں جاری ترقیاتی منصوبوں کا جائزہ لیا گیا اور متعلقہ حکام کو ہدایت کی گئی کہ تمام کام بروقت مکمل کیے جائیں عوامی مسائل کے حل کے لیے اقدامات کیے جا رہے ہیں اجلاس میں ضلعی انتظامیہ کے افسران نے bbox=[985, 878, 1166, 989]
article-text: کے مطابق ضلع بھر میں جاری ترقیاتی منصوبوں کا جائزہ لیا گیا اور متعلقہ حکام کو ہدایت کی گئی کہ تمام کام بروقت مکمل کیے جائیں عوامی مسائل کے حل کے لیے bbox=[790, 1606, 971, 1685]
continuation-number: بقیہ 18 bbox=[880, 728, 969, 758]
continuation-number: بقیہ 9 bbox=[1078, 840, 1164, 870]
continuation-title: ہسپتال bbox=[1182, 1698, 1272, 1728]
article-text: کے مطابق ضلع بھر میں جاری ترقیاتی منصوبوں کا جائزہ لیا گیا اور متعلقہ حکام کو ہدایت کی گئی کہ تمام کام بروقت مکمل کیے جائیں عوامی مسائل کے حل کے لیے اقدامات کیے جا رہے ہیں اجلاس bbox=[985, 1036, 1166, 1131]
continuation-title: زون bbox=[988, 188, 1078, 218]
continuation-box bbox=[1180, 390, 1360, 424]
continuation-number: بقیہ 1 bbox=[1272, 60, 1358, 90]
article-text: کے مطابق ضلع بھر میں جاری ترقیاتی منصوبوں کا جائزہ لیا گیا اور متعلقہ حکام کو ہدایت کی گئی کہ تمام کام بروقت مکمل کیے جائیں عوامی مسائل کے حل کے لیے اقدامات کیے جا رہے ہیں اجلاس میں ضلعی انتظامیہ کے افسران نے شرکت کی اور مختلف امور پر تفصیلی بریفنگ دی گئی شہریوں bbox=[1179, 240, 1360, 383]
continuation-number: بقیہ 10 bbox=[1075, 998, 1164, 1028]
article-text: کے مطابق ضلع بھر میں جاری ترقیاتی منصوبوں کا جائزہ لیا گیا bbox=[400, 1726, 581, 1757]
continuation-box bbox=[205, 456, 385, 490]
continuation-number: بقیہ 4 bbox=[1272, 566, 1358, 596]
continuation-number: بقیہ 42 bbox=[295, 1280, 384, 1310]
continuation-box bbox=[986, 186, 1166, 220]
continuation-title: آشوب bbox=[1182, 202, 1272, 232]
